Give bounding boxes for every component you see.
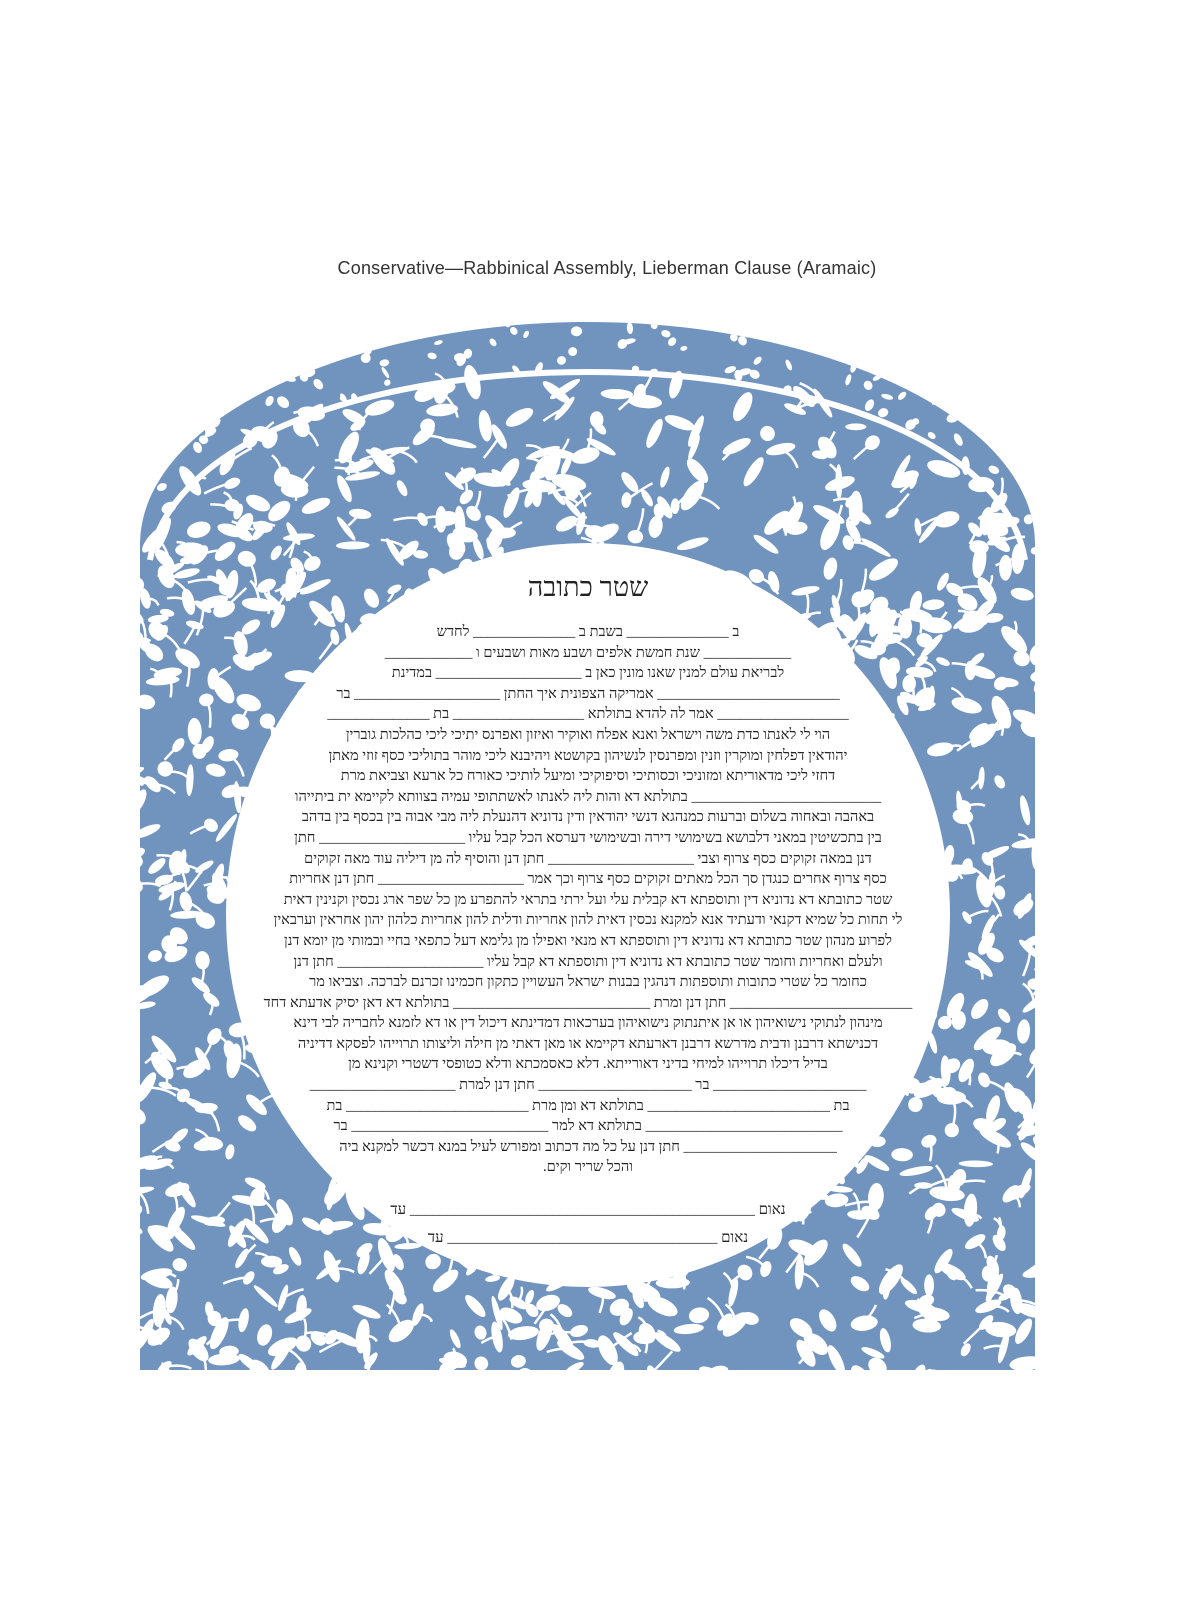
- leaf-cutout: [930, 330, 945, 344]
- vine-stem: [574, 1368, 585, 1397]
- leaf-cutout: [1039, 353, 1053, 367]
- leaf-cutout: [254, 357, 267, 370]
- leaf-cutout: [903, 352, 919, 368]
- leaf-cutout: [130, 324, 139, 333]
- leaf-cutout: [139, 434, 150, 444]
- vine-stem: [1041, 989, 1044, 1005]
- ketubah-line: באהבה ובאחוה בשלום וברעות כמנהגא דנשי יהודאין ודין נדוניא דהנעלת ליה מבי אבוה בין בכסף בין בדהב: [301, 809, 875, 826]
- leaf-cutout: [121, 1080, 142, 1096]
- witness-signatures: [220, 1196, 956, 1252]
- ketubah-line: כסף צרוף אחרים כנגדן סך הכל מאתים זקוקים כסף צרוף וכך אמר ____________________ חתן דנן אחריות: [289, 871, 887, 888]
- leaf-cutout: [907, 322, 918, 332]
- leaf-cutout: [1043, 450, 1053, 464]
- leaf-cutout: [953, 349, 967, 358]
- leaf-cutout: [991, 332, 1004, 346]
- ketubah-line: לפרוע מנהון שטר כתובתא דא נדוניא דין ותוספתא דא מנאי ואפילו מן גלימא דעל כתפאי בחיי ובמותי מן יומא דנן: [283, 932, 893, 949]
- ketubah-line: __________________________ בתולתא דא והות ליה לאנתו לאשתתופי עמיה בצוותא לקיימא ית ביתייהו: [294, 788, 882, 805]
- leaf-cutout: [946, 334, 959, 342]
- ketubah-line: שטר כתובתא דא נדוניא דין ותוספתא דא קבלית עלי ועל ירתי בתראי להתפרע מן כל שפר ארג נכסין וקנינין דאית: [283, 891, 893, 908]
- leaf-cutout: [1034, 974, 1050, 1005]
- ketubah-body: [220, 622, 956, 1178]
- leaf-cutout: [303, 318, 312, 329]
- vine-stem: [1039, 1086, 1045, 1100]
- vine-stem: [1035, 968, 1037, 984]
- ketubah-line: ____________ שנת חמשת אלפים ושבע מאות ושבעים ו ____________: [384, 644, 792, 661]
- witness-line-2: [220, 1224, 956, 1252]
- leaf-cutout: [246, 358, 257, 370]
- leaf-cutout: [493, 305, 509, 322]
- ketubah-line: ___________________________ בתולתא דא למר ___________________________ בר: [333, 1118, 843, 1135]
- leaf-cutout: [126, 446, 137, 458]
- leaf-cutout: [996, 347, 1010, 357]
- leaf-cutout: [153, 447, 167, 456]
- leaf-cutout: [873, 324, 885, 334]
- leaf-cutout: [298, 353, 306, 360]
- witness-line-1: [220, 1196, 956, 1224]
- witness-label: נאום: [758, 1202, 786, 1219]
- leaf-cutout: [735, 310, 745, 320]
- leaf-cutout: [171, 436, 179, 445]
- leaf-cutout: [1034, 1126, 1059, 1164]
- ketubah-title: שטר כתובה: [527, 572, 649, 602]
- vine-stem: [911, 1376, 926, 1386]
- leaf-cutout: [770, 327, 777, 338]
- leaf-cutout: [1004, 360, 1014, 374]
- leaf-cutout: [979, 316, 988, 328]
- leaf-cutout: [975, 316, 986, 330]
- leaf-cutout: [854, 330, 870, 346]
- leaf-cutout: [917, 378, 930, 391]
- ketubah-text: [220, 570, 956, 1252]
- witness-suffix: עד: [390, 1202, 407, 1219]
- ketubah-line: כחומר כל שטרי כתובות ותוספתות דנהגין בבנות ישראל העשויין כתקון חכמינו זכרנם לברכה. וצביאו מר: [309, 974, 867, 991]
- vine-stem: [112, 852, 133, 855]
- ketubah-line: בין בתכשיטין במאני דלבושא בשימושי דירה ובשימושי דערסא הכל קבל עליו ____________________ חתן: [294, 829, 882, 846]
- leaf-cutout: [182, 413, 194, 423]
- leaf-cutout: [1033, 312, 1047, 327]
- leaf-cutout: [792, 309, 800, 321]
- ketubah-line: ב ______________ בשבת ב ______________ לחדש: [436, 624, 740, 640]
- leaf-cutout: [332, 308, 346, 315]
- leaf-cutout: [852, 351, 860, 361]
- ketubah-line: דחזי ליכי מדאוריתא ומזוניכי וכסותיכי וסיפוקיכי ומיעל לותיכי כאורח כל ארעא וצביאת מרת: [340, 768, 836, 785]
- leaf-cutout: [294, 309, 301, 318]
- ketubah-line: בת _________________________ בתולתא דא ומן מרת _________________________ בת: [326, 1097, 850, 1114]
- leaf-cutout: [807, 328, 820, 342]
- leaf-cutout: [1042, 870, 1054, 886]
- leaf-cutout: [845, 423, 866, 430]
- signature-blank: ______________________________________________: [409, 1202, 755, 1219]
- leaf-cutout: [245, 385, 256, 396]
- ketubah-line: _________________________ אמריקה הצפונית איך החתן ____________________ בר: [336, 685, 840, 702]
- leaf-cutout: [672, 313, 685, 320]
- leaf-cutout: [486, 313, 500, 325]
- leaf-cutout: [1038, 966, 1059, 984]
- vine-stem: [1047, 680, 1064, 696]
- leaf-cutout: [175, 332, 189, 343]
- ketubah-line: _________________________ חתן דנן ומרת ___________________________ בתולתא דא דאן יסיק אדעתא דחד: [263, 994, 913, 1011]
- leaf-cutout: [283, 339, 295, 350]
- vine-stem: [127, 1209, 135, 1222]
- vine-stem: [113, 770, 134, 772]
- leaf-cutout: [994, 387, 1003, 394]
- leaf-cutout: [131, 784, 138, 808]
- vine-stem: [860, 1377, 862, 1401]
- ketubah-line: לי תחות כל שמיא דקנאי ודעתיד אנא למקנא נכסין דאית להון אחריות ודלית להון אחריות כלהון יהון אחראין וערבאין: [273, 912, 903, 929]
- leaf-cutout: [354, 341, 366, 353]
- ketubah-line: ולעלם ואחריות וחומר שטר כתובתא דא נדוניא דין ותוספתא דא קבל עליו ____________________ חתן דנן: [293, 953, 883, 970]
- vine-stem: [1042, 1138, 1059, 1145]
- leaf-cutout: [762, 304, 770, 316]
- leaf-cutout: [1036, 518, 1049, 528]
- leaf-cutout: [128, 319, 134, 326]
- leaf-cutout: [1018, 467, 1025, 481]
- vine-stem: [121, 860, 135, 873]
- leaf-cutout: [837, 332, 848, 343]
- leaf-cutout: [163, 334, 175, 346]
- leaf-cutout: [173, 368, 182, 376]
- witness-suffix: עד: [427, 1230, 444, 1247]
- ketubah-line: מינהון לנתוקי נישואיהון או אן איתנתוק נישואיהון בערכאות דמדינתא דיכול דין או דא לזמנא לחבריה לבי דינא: [293, 1015, 883, 1032]
- leaf-cutout: [947, 319, 954, 325]
- leaf-cutout: [998, 309, 1006, 322]
- ketubah-line: _____________________ חתן דנן על כל מה דכתוב ומפורש לעיל במנא דכשר למקנא ביה: [339, 1138, 837, 1155]
- leaf-cutout: [263, 339, 276, 350]
- vine-stem: [111, 1010, 132, 1015]
- vine-stem: [600, 1377, 615, 1387]
- leaf-cutout: [1020, 442, 1031, 453]
- leaf-cutout: [701, 315, 710, 323]
- witness-label: נאום: [721, 1230, 749, 1247]
- ketubah-line: הוי לי לאנתו כדת משה וישראל ואנא אפלח ואוקיר ואיזון ואפרנס יתיכי ליכי כהלכות גוברין: [345, 726, 831, 743]
- vine-stem: [135, 1203, 138, 1231]
- ketubah-line: _____________________ בר _____________________ חתן דנן למרת ____________________: [309, 1077, 867, 1094]
- vine-stem: [1037, 1225, 1048, 1253]
- leaf-cutout: [297, 1368, 318, 1390]
- leaf-cutout: [1043, 525, 1051, 533]
- leaf-cutout: [959, 329, 969, 339]
- leaf-cutout: [222, 305, 232, 319]
- leaf-cutout: [285, 330, 295, 340]
- leaf-cutout: [278, 314, 292, 322]
- ketubah-line: __________________ אמר לה להדא בתולתא __________________ בת ______________: [327, 706, 849, 723]
- leaf-cutout: [901, 346, 913, 358]
- leaf-cutout: [123, 1006, 140, 1023]
- leaf-cutout: [1036, 827, 1055, 849]
- signature-blank: ____________________________________: [447, 1230, 718, 1247]
- ketubah-line: והכל שריר וקים.: [542, 1159, 633, 1176]
- leaf-cutout: [920, 362, 931, 373]
- leaf-cutout: [1043, 505, 1051, 513]
- leaf-cutout: [292, 355, 302, 367]
- vine-stem: [1033, 975, 1049, 995]
- vine-stem: [1037, 1257, 1047, 1273]
- leaf-cutout: [140, 446, 152, 460]
- vine-stem: [124, 1331, 145, 1334]
- leaf-cutout: [783, 316, 792, 323]
- leaf-cutout: [1023, 404, 1034, 419]
- leaf-cutout: [325, 349, 338, 363]
- leaf-cutout: [1032, 839, 1041, 870]
- ketubah-line: דכנישתא דרבנן ודבית מדרשא דרבנן דארעתא דקיימא או מאן דאתי מן חילה וליצותו תרוייהו לפסקא דדיניה: [297, 1035, 879, 1052]
- leaf-cutout: [165, 409, 174, 418]
- leaf-cutout: [914, 358, 928, 368]
- leaf-cutout: [986, 356, 1000, 370]
- ketubah-line: דנן במאה זקוקים כסף צרוף וצבי ____________________ חתן דנן והוסיף לה מן דיליה עוד מאה זקוקים: [304, 850, 872, 867]
- leaf-cutout: [997, 372, 1010, 385]
- leaf-cutout: [940, 314, 955, 324]
- leaf-cutout: [148, 422, 158, 431]
- ketubah-line: יהודאין דפלחין ומוקרין וזנין ומפרנסין לנשיהון בקושטא ויהיבנא ליכי מוהר בתוליכי כסף זוזי מאתן: [328, 747, 848, 764]
- vine-stem: [244, 1370, 260, 1386]
- ketubah-caption: Conservative—Rabbinical Assembly, Lieberman Clause (Aramaic): [337, 258, 877, 278]
- leaf-cutout: [633, 1331, 655, 1344]
- leaf-cutout: [951, 391, 965, 405]
- leaf-cutout: [756, 325, 767, 338]
- leaf-cutout: [144, 463, 154, 473]
- leaf-cutout: [901, 366, 911, 375]
- leaf-cutout: [1034, 1246, 1060, 1273]
- vine-stem: [420, 1379, 447, 1395]
- ketubah-line: בדיל דיכלו תרוייהו למיחי בדיני דאורייתא. דלא כאסמכתא ודלא כטופסי דשטרי וקנינא מן: [348, 1056, 828, 1073]
- leaf-cutout: [725, 318, 735, 331]
- leaf-cutout: [1034, 1244, 1060, 1262]
- leaf-cutout: [918, 383, 928, 388]
- leaf-cutout: [711, 318, 722, 330]
- leaf-cutout: [879, 333, 892, 344]
- leaf-cutout: [141, 399, 152, 411]
- leaf-cutout: [441, 314, 453, 323]
- leaf-cutout: [218, 309, 227, 318]
- leaf-cutout: [773, 322, 785, 334]
- ketubah-line: לבריאת עולם למנין שאנו מונין כאן ב ____________________ במדינת: [391, 665, 785, 682]
